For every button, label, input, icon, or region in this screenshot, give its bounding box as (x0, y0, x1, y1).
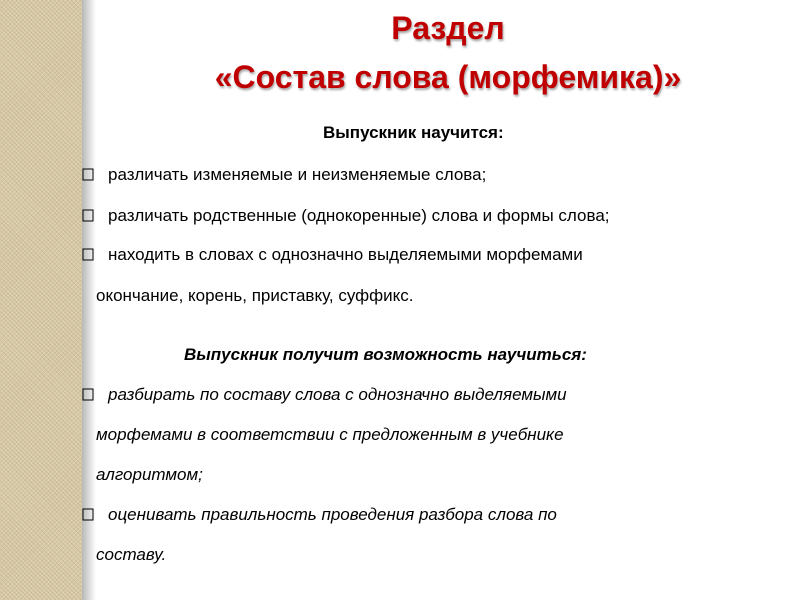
section2-item-text: оценивать правильность проведения разбора слова по (108, 505, 557, 524)
section2-item-text: разбирать по составу слова с однозначно выделяемыми (108, 385, 567, 404)
section2-item-continuation: морфемами в соответствии с предложенным в учебнике (96, 425, 564, 444)
decorative-side-band (0, 0, 82, 600)
hollow-square-bullet-icon (82, 244, 96, 266)
section2-heading: Выпускник получит возможность научиться: (184, 345, 587, 364)
hollow-square-bullet-icon (82, 504, 96, 526)
section1-item-text: различать родственные (однокоренные) слова и формы слова; (108, 206, 610, 225)
hollow-square-bullet-icon (82, 164, 96, 186)
hollow-square-bullet-icon (82, 384, 96, 406)
section2-item-continuation: составу. (96, 545, 167, 564)
section2-item-continuation: алгоритмом; (96, 465, 203, 484)
slide-title-line2: «Состав слова (морфемика)» (214, 59, 682, 95)
section1-item-continuation: окончание, корень, приставку, суффикс. (96, 286, 414, 305)
slide-title-line1: Раздел (391, 10, 505, 46)
section1-heading: Выпускник научится: (323, 123, 504, 142)
section1-item-text: находить в словах с однозначно выделяемыми морфемами (108, 245, 583, 264)
hollow-square-bullet-icon (82, 205, 96, 227)
section1-item-text: различать изменяемые и неизменяемые слова; (108, 165, 487, 184)
